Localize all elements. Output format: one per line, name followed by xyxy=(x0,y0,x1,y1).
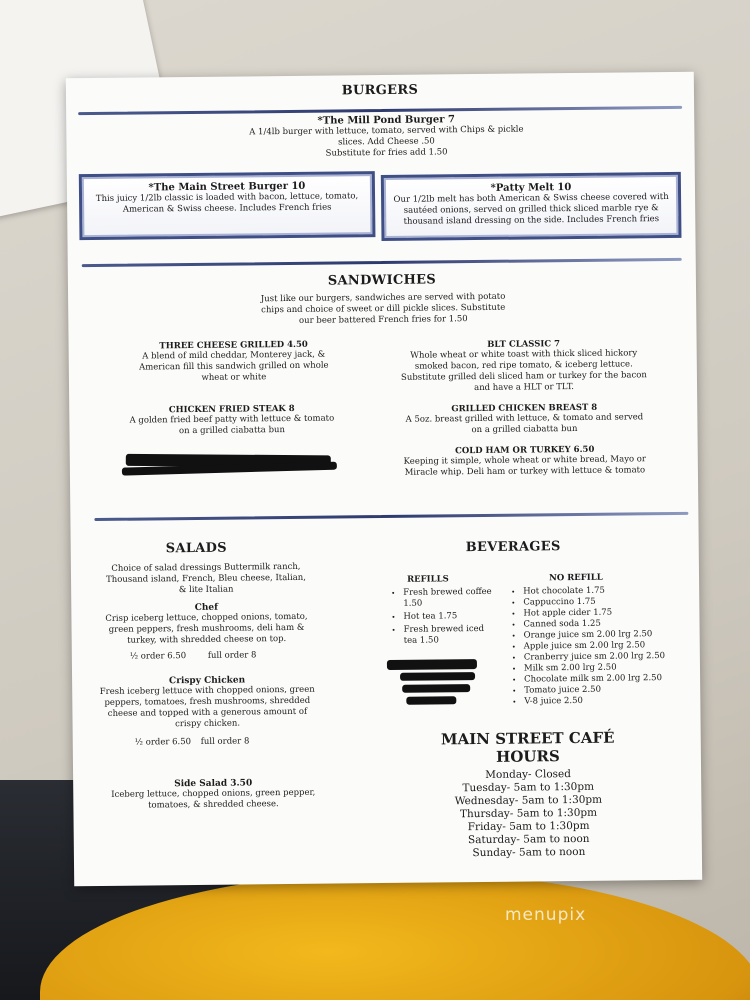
redacted-item xyxy=(400,672,475,681)
refill-item: • Hot tea 1.75 xyxy=(403,611,499,623)
patty-melt-title: *Patty Melt 10 xyxy=(490,182,572,194)
no-refill-item: • Chocolate milk sm 2.00 lrg 2.50 xyxy=(524,673,690,686)
sandwich-title: GRILLED CHICKEN BREAST 8 xyxy=(451,402,598,415)
burgers-heading: BURGERS xyxy=(341,82,419,99)
no-refill-heading: NO REFILL xyxy=(548,572,603,584)
sandwich-title: BLT CLASSIC 7 xyxy=(487,339,561,350)
patty-melt-desc: Our 1/2lb melt has both American & Swiss cheese covered with sautéed onions, served on grilled thick sliced marble rye & thousand island dressing on the side. Includes French fries xyxy=(393,192,669,227)
salads-rule xyxy=(94,512,688,521)
no-refill-item: • Hot apple cider 1.75 xyxy=(523,607,689,620)
no-refill-item: • Canned soda 1.25 xyxy=(523,618,689,631)
salad-desc: Fresh iceberg lettuce with chopped onions, green peppers, tomatoes, fresh mushrooms, shredded cheese and topped with a generous amount of crispy chicken. xyxy=(99,684,315,730)
hours-day: Thursday- 5am to 1:30pm xyxy=(459,806,598,821)
main-street-desc: This juicy 1/2lb classic is loaded with bacon, lettuce, tomato, American & Swiss cheese. Includes French fries xyxy=(95,191,359,215)
salad-crispy-chicken xyxy=(97,675,318,731)
sandwich-title: COLD HAM OR TURKEY 6.50 xyxy=(455,444,595,457)
salad-side xyxy=(98,778,328,812)
hours-day: Monday- Closed xyxy=(485,768,571,781)
redacted-item xyxy=(406,696,456,705)
refills-heading: REFILLS xyxy=(407,574,449,585)
mill-pond-burger xyxy=(236,113,536,160)
mill-pond-sub: Substitute for fries add 1.50 xyxy=(325,147,448,159)
sandwich-title: CHICKEN FRIED STEAK 8 xyxy=(168,403,295,416)
no-refill-item: • Hot chocolate 1.75 xyxy=(523,585,689,598)
hours-list xyxy=(413,767,644,860)
main-street-burger-box xyxy=(79,171,376,240)
sandwich-blt xyxy=(399,338,650,395)
no-refill-item: • Cappuccino 1.75 xyxy=(523,596,689,609)
sandwich-desc: Keeping it simple, whole wheat or white bread, Mayo or Miracle whip. Deli ham or turkey with lettuce & tomato xyxy=(403,454,647,478)
patty-melt-box xyxy=(381,172,682,241)
mill-pond-title: *The Mill Pond Burger 7 xyxy=(317,114,456,127)
salad-title: Crispy Chicken xyxy=(168,675,246,687)
hours-title-line1: MAIN STREET CAFÉ xyxy=(440,728,615,749)
no-refill-list xyxy=(509,585,690,708)
salad-half-order: ½ order 6.50 xyxy=(134,737,192,748)
salad-title: Chef xyxy=(194,602,219,613)
no-refill-item: • Cranberry juice sm 2.00 lrg 2.50 xyxy=(524,651,690,664)
no-refill-item: • V-8 juice 2.50 xyxy=(524,695,690,708)
salad-chef xyxy=(101,602,311,647)
salads-heading: SALADS xyxy=(165,540,227,557)
redacted-item xyxy=(402,684,470,693)
sandwich-title: THREE CHEESE GRILLED 4.50 xyxy=(159,339,308,352)
sandwich-three-cheese xyxy=(129,339,339,384)
salad-full-order: full order 8 xyxy=(200,736,250,747)
sandwich-chicken-fried-steak xyxy=(124,403,339,437)
salad-desc: Iceberg lettuce, chopped onions, green pepper, tomatoes, & shredded cheese. xyxy=(111,787,316,811)
sandwich-desc: A golden fried beef patty with lettuce & tomato on a grilled ciabatta bun xyxy=(129,413,335,437)
salad-half-order: ½ order 6.50 xyxy=(129,651,187,662)
salad-full-order: full order 8 xyxy=(207,650,257,661)
burgers-rule xyxy=(78,106,682,115)
sandwiches-heading: SANDWICHES xyxy=(327,272,437,289)
sandwich-desc: A blend of mild cheddar, Monterey jack, & American fill this sandwich grilled on whole wheat or white xyxy=(139,349,329,383)
hours-day: Tuesday- 5am to 1:30pm xyxy=(462,780,595,795)
redacted-item xyxy=(387,659,477,670)
salads-intro: Choice of salad dressings Buttermilk ranch, Thousand island, French, Bleu cheese, Italian, & lite Italian xyxy=(106,561,307,596)
no-refill-column xyxy=(509,572,690,708)
hours-day: Sunday- 5am to noon xyxy=(472,845,586,860)
beverages-heading: BEVERAGES xyxy=(465,539,561,556)
mill-pond-desc: A 1/4lb burger with lettuce, tomato, served with Chips & pickle slices. Add Cheese .50 xyxy=(249,124,524,148)
refills-list xyxy=(389,587,500,647)
salad-desc: Crisp iceberg lettuce, chopped onions, tomato, green peppers, fresh mushrooms, deli ham & turkey, with shredded cheese on top. xyxy=(105,611,308,646)
sandwiches-intro: Just like our burgers, sandwiches are served with potato chips and choice of sweet or dill pickle slices. Substitute our beer battered French fries for 1.50 xyxy=(260,291,506,326)
refill-item: • Fresh brewed coffee 1.50 xyxy=(403,587,499,610)
sandwich-grilled-chicken xyxy=(399,402,649,437)
sandwich-cold-ham xyxy=(400,444,650,479)
main-street-title: *The Main Street Burger 10 xyxy=(148,180,306,194)
no-refill-item: • Orange juice sm 2.00 lrg 2.50 xyxy=(524,629,690,642)
no-refill-item: • Apple juice sm 2.00 lrg 2.50 xyxy=(524,640,690,653)
menu-page xyxy=(66,72,702,887)
no-refill-item: • Tomato juice 2.50 xyxy=(524,684,690,697)
salad-title: Side Salad 3.50 xyxy=(174,778,253,790)
menupix-watermark: menupix xyxy=(505,905,587,925)
hours-day: Friday- 5am to 1:30pm xyxy=(467,819,590,834)
hours-day: Saturday- 5am to noon xyxy=(467,832,590,847)
sandwich-desc: A 5oz. breast grilled with lettuce, & tomato and served on a grilled ciabatta bun xyxy=(405,412,644,436)
refills-column xyxy=(389,574,500,649)
refill-item: • Fresh brewed iced tea 1.50 xyxy=(404,624,500,647)
hours-title-line2: HOURS xyxy=(496,747,560,766)
sandwiches-rule xyxy=(82,258,682,267)
hours-day: Wednesday- 5am to 1:30pm xyxy=(454,793,603,808)
sandwich-desc: Whole wheat or white toast with thick sliced hickory smoked bacon, red ripe tomato, & iceberg lettuce. Substitute grilled deli sliced ham or turkey for the bacon and have a HLT or TLT. xyxy=(400,348,647,394)
hours-block xyxy=(413,728,644,860)
no-refill-item: • Milk sm 2.00 lrg 2.50 xyxy=(524,662,690,675)
